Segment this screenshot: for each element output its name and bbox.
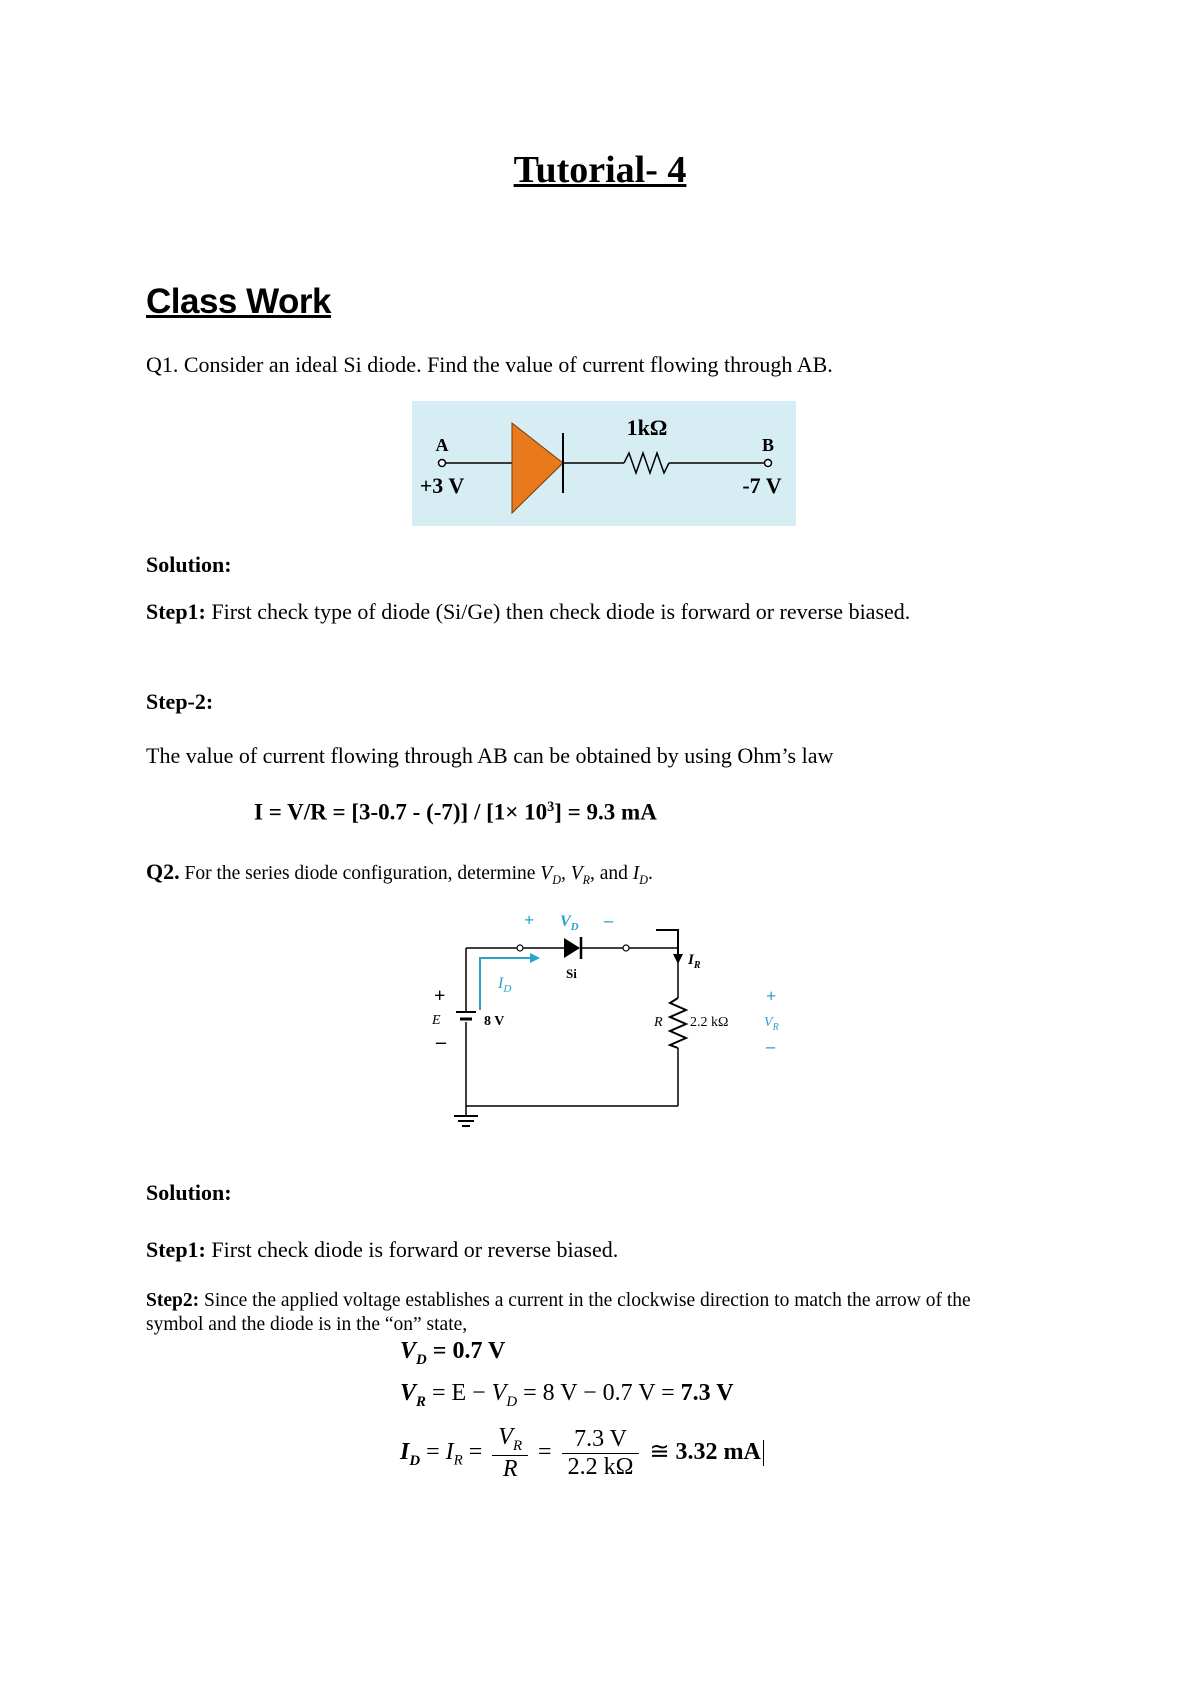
q1-step2-label: Step-2: [146,689,214,714]
q2-step2-text1: Since the applied voltage establishes a current in the clockwise direction to match the arrow of the [199,1290,971,1311]
q2-step2-label: Step2: [146,1290,200,1311]
q2-label: Q2. [146,859,180,884]
q2-id: I [632,863,640,884]
e-plus: + [434,985,446,1007]
q2-step1 [146,1237,618,1263]
q2-circuit-diagram [420,898,800,1138]
q2-step1-text: First check diode is forward or reverse biased. [205,1237,619,1262]
question-2 [146,859,653,888]
q2-text: For the series diode configuration, determine [179,863,541,884]
id-label: $I_D$ [498,975,512,995]
section-heading: Class Work [146,282,331,321]
node-b-label: B [761,435,775,455]
q2-vd: V [540,863,553,884]
question-1: Q1. Consider an ideal Si diode. Find the value of current flowing through AB. [146,352,833,377]
e-minus: – [436,1031,446,1053]
q2-step1-label: Step1: [146,1237,206,1262]
vd-label: $V_D$ [560,913,579,933]
vd-plus: + [524,910,535,930]
ohms-law-equation [254,799,657,826]
voltage-a-label: +3 V [419,473,465,498]
text-cursor [763,1440,765,1466]
q1-step1-text: First check type of diode (Si/Ge) then check diode is forward or reverse biased. [205,599,911,624]
resistor-2k2-symbol [670,998,686,1048]
q2-vr-sub: R [582,872,590,887]
vr-label: $V_R$ [764,1015,779,1033]
q2-vr: V [570,863,583,884]
q2-step2-line2: symbol and the diode is in the “on” state, [146,1314,468,1335]
si-diode-symbol [564,938,580,958]
fraction-values: $\frac{7.3 V}{2.2 k\Omega}$ [562,1426,640,1481]
terminal-a [439,460,446,467]
q2-solution-label: Solution: [146,1180,232,1205]
node-a-label: A [435,435,449,455]
source-voltage: 8 V [484,1014,505,1029]
q2-id-sub: D [639,872,649,887]
r-label: R [654,1015,663,1030]
equation-part-b: ] = 9.3 mA [554,799,657,825]
q1-circuit-diagram [412,401,796,526]
terminal-b [765,460,772,467]
q1-step1 [146,599,910,625]
q2-sep1: , [560,863,571,884]
resistor-label: 1kΩ [626,415,668,440]
fraction-vr-over-r: $\frac{V_R}{R}$ [492,1424,528,1483]
equation-vd: $V_D = 0.7$ V [400,1338,506,1368]
vr-minus: – [766,1036,775,1056]
q2-sep2: , and [590,863,633,884]
q2-end: . [648,863,653,884]
equation-part-a: I = V/R = [3-0.7 - (-7)] / [1× 10 [254,799,548,825]
vd-minus: – [604,910,613,930]
resistor-value: 2.2 kΩ [690,1015,729,1030]
equation-id: $I_D = I_R$ = $\frac{V_R}{R}$ = $\frac{7.3 V}{2.2 k\Omega}$ ≅ 3.32 mA [400,1424,764,1483]
q2-vd-sub: D [552,872,561,887]
q2-step2-line1 [146,1290,971,1312]
si-label: Si [566,966,577,981]
q1-step1-label: Step1: [146,599,206,624]
q1-step2-text: The value of current flowing through AB can be obtained by using Ohm’s law [146,743,834,768]
equation-vr: $V_R = E - V_D = 8$ V − 0.7 V = 7.3 V [400,1380,734,1410]
e-label: E [432,1013,441,1028]
equation-exponent: 3 [547,799,555,815]
voltage-b-label: -7 V [742,473,782,498]
vr-plus: + [766,986,777,1006]
q1-solution-label: Solution: [146,552,232,577]
page-title: Tutorial- 4 [513,149,687,191]
ir-label: $I_R$ [688,952,701,971]
